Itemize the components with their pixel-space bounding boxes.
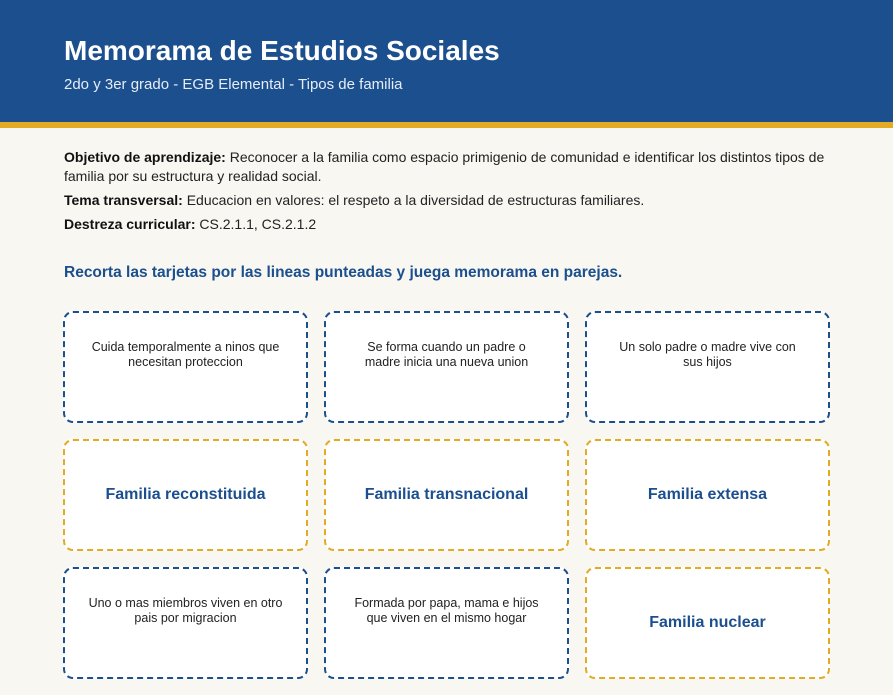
memory-card[interactable] bbox=[324, 311, 569, 423]
card-text: Un solo padre o madre vive con sus hijos bbox=[619, 340, 796, 369]
objetivo-line bbox=[64, 148, 829, 186]
memory-card[interactable] bbox=[324, 439, 569, 551]
memory-card[interactable] bbox=[585, 311, 830, 423]
card-text: Cuida temporalmente a ninos que necesitan proteccion bbox=[91, 340, 280, 369]
destreza-line bbox=[64, 215, 829, 234]
card-text: Familia extensa bbox=[647, 486, 768, 503]
page-subtitle: 2do y 3er grado - EGB Elemental - Tipos de familia bbox=[64, 76, 403, 93]
page-title: Memorama de Estudios Sociales bbox=[64, 35, 500, 66]
objetivo-text: Reconocer a la familia como espacio primigenio de comunidad e identificar los distintos tipos de familia por su estructura y realidad social. bbox=[64, 149, 825, 184]
tema-text: Educacion en valores: el respeto a la diversidad de estructuras familiares. bbox=[186, 192, 645, 208]
learning-info bbox=[64, 148, 829, 239]
page-header bbox=[0, 0, 893, 128]
destreza-text: CS.2.1.1, CS.2.1.2 bbox=[199, 216, 317, 232]
memory-card[interactable] bbox=[63, 439, 308, 551]
destreza-label: Destreza curricular: bbox=[64, 216, 196, 232]
tema-line bbox=[64, 191, 829, 210]
instruction-text: Recorta las tarjetas por las lineas punteadas y juega memorama en parejas. bbox=[64, 264, 623, 281]
card-text: Se forma cuando un padre o madre inicia una nueva union bbox=[364, 340, 529, 369]
card-text: Uno o mas miembros viven en otro pais por migracion bbox=[88, 596, 283, 625]
memory-card[interactable] bbox=[585, 439, 830, 551]
memory-card[interactable] bbox=[63, 311, 308, 423]
card-text: Familia transnacional bbox=[364, 486, 529, 503]
card-text: Formada por papa, mama e hijos que viven en el mismo hogar bbox=[354, 596, 539, 625]
tema-label: Tema transversal: bbox=[64, 192, 183, 208]
memory-card-grid bbox=[63, 311, 831, 679]
memory-card[interactable] bbox=[324, 567, 569, 679]
card-text: Familia nuclear bbox=[649, 614, 766, 631]
memory-card[interactable] bbox=[585, 567, 830, 679]
card-text: Familia reconstituida bbox=[105, 486, 266, 503]
objetivo-label: Objetivo de aprendizaje: bbox=[64, 149, 226, 165]
memory-card[interactable] bbox=[63, 567, 308, 679]
